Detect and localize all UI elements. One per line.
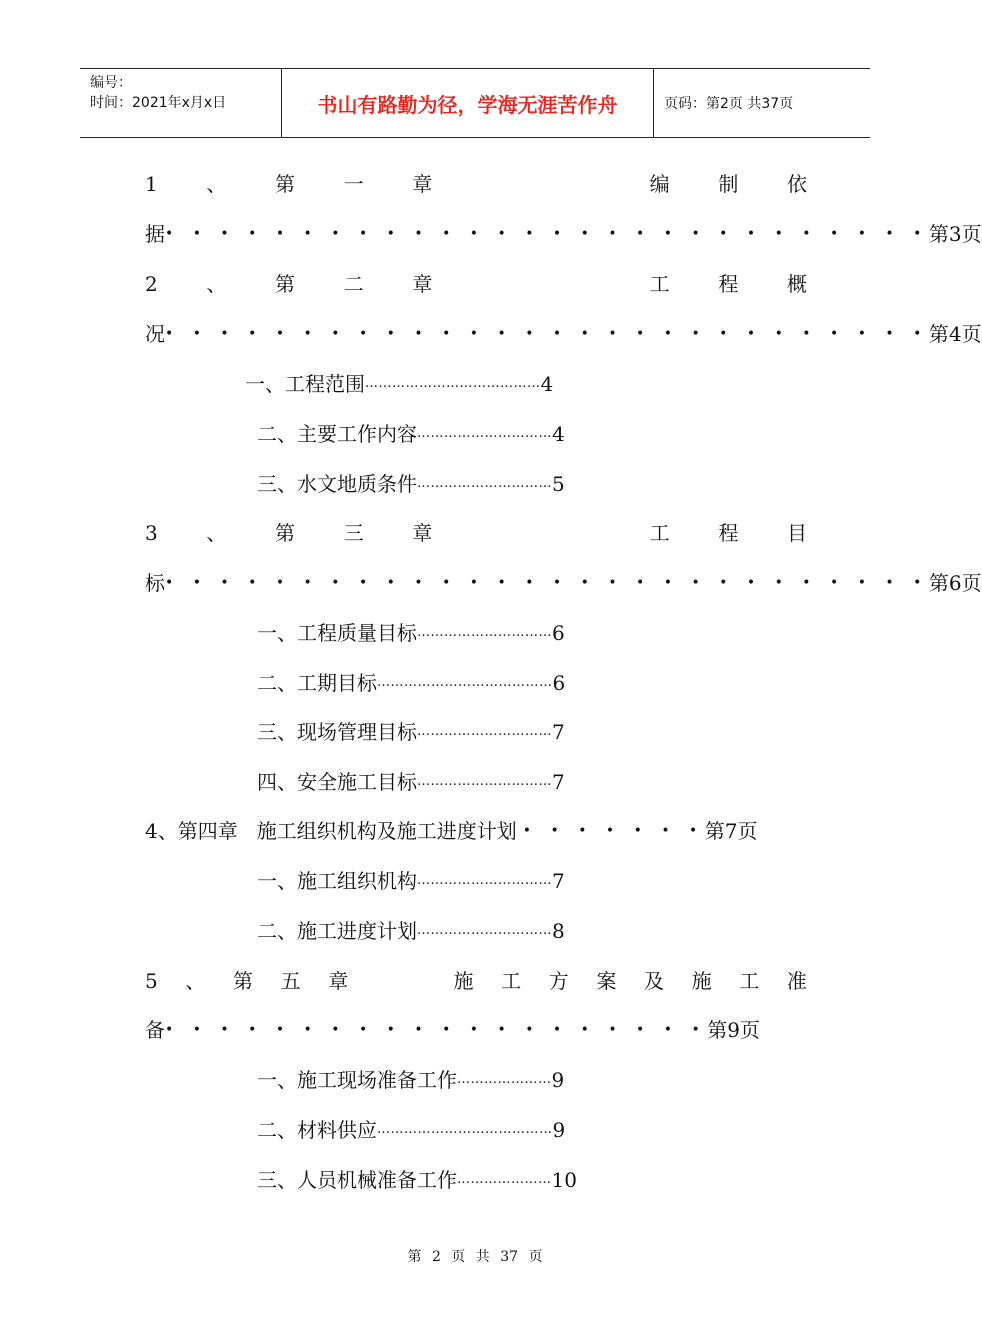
toc-leader: • • • • • • • • • • • • • • • • • • • • • • • • • • • • [165,326,929,342]
toc-item[interactable] [257,717,565,747]
toc-text: 第 [275,172,296,196]
toc-page: 第9页 [707,1018,760,1042]
toc-text: 工 [739,969,760,993]
toc-leader: ………………………… [417,476,552,491]
toc-text: 、 [185,969,206,993]
toc-page: 第7页 [704,819,758,843]
toc-text: 章 [412,172,433,196]
toc-text: 二、主要工作内容 [257,422,417,446]
header-motto: 书山有路勤为径，学海无涯苦作舟 [317,92,618,117]
toc-text: 第 [275,521,296,545]
toc-text: 第 [232,969,253,993]
toc-chapter-5[interactable] [145,966,807,996]
toc-item[interactable] [257,1065,564,1095]
toc-text: 4、第四章 施工组织机构及施工进度计划 [145,819,517,843]
toc-text: 二、材料供应 [257,1118,377,1142]
toc-item[interactable] [257,419,565,449]
toc-page: 9 [552,1118,566,1142]
page-footer: 第 2 页 共 37 页 [407,1249,543,1265]
toc-chapter-1[interactable] [145,169,807,199]
toc-chapter-1-cont[interactable] [145,219,982,249]
time-label: 时间：2021年x月x日 [90,95,227,111]
toc-text: 、 [206,272,227,296]
toc-text: 三、现场管理目标 [257,720,417,744]
toc-text: 编 [649,172,670,196]
toc-page: 9 [551,1068,565,1092]
toc-text: 一 [343,172,364,196]
toc-page: 8 [552,919,565,943]
toc-text: 目 [786,521,807,545]
toc-text: 概 [786,272,807,296]
toc-text: 、 [206,172,227,196]
toc-item[interactable] [257,469,565,499]
toc-leader: • • • • • • • • • • • • • • • • • • • • • • • • • • • • [165,226,929,242]
toc-text: 二 [343,272,364,296]
toc-text: 制 [718,172,739,196]
toc-page: 6 [552,621,565,645]
toc-text: 二、施工进度计划 [257,919,417,943]
header-page-info: 页码：第2页 共37页 [664,96,794,112]
toc-text: 1 [145,172,158,196]
toc-gap [376,966,426,996]
toc-chapter-4[interactable] [145,816,758,846]
toc-item[interactable] [257,618,565,648]
toc-page: 4 [552,422,565,446]
toc-leader: • • • • • • • • • • • • • • • • • • • • • • • • • • • • [165,575,929,591]
toc-text: 一、施工组织机构 [257,869,417,893]
toc-text: 标 [145,571,165,595]
toc-text: 章 [328,969,349,993]
toc-text: 章 [412,521,433,545]
toc-gap [481,269,601,299]
toc-text: 一、工程范围 [245,372,365,396]
toc-text: 、 [206,521,227,545]
toc-page: 7 [552,869,565,893]
toc-text: 章 [412,272,433,296]
toc-text: 三、人员机械准备工作 [257,1168,457,1192]
toc-page: 6 [552,671,566,695]
toc-page: 4 [540,372,554,396]
toc-leader: ………………………………… [377,1122,553,1137]
toc-text: 二、工期目标 [257,671,377,695]
toc-leader: • • • • • • • • • • • • • • • • • • • • [165,1022,708,1038]
toc-text: 工 [649,521,670,545]
toc-text: 一、施工现场准备工作 [257,1068,457,1092]
toc-page: 第6页 [928,571,982,595]
toc-gap [481,169,601,199]
toc-text: 2 [145,272,158,296]
toc-text: 备 [145,1018,165,1042]
toc-text: 及 [643,969,664,993]
toc-text: 程 [718,272,739,296]
toc-text: 施 [691,969,712,993]
toc-item[interactable] [257,767,565,797]
toc-chapter-2[interactable] [145,269,807,299]
toc-leader: ………………………… [417,873,552,888]
toc-text: 方 [548,969,569,993]
toc-text: 5 [145,969,158,993]
toc-page: 10 [551,1168,577,1192]
toc-text: 准 [786,969,807,993]
toc-chapter-5-cont[interactable] [145,1015,760,1045]
header-meta [80,69,282,137]
toc-text: 第 [275,272,296,296]
toc-leader: ………………………… [417,724,552,739]
toc-text: 三 [343,521,364,545]
toc-gap [481,518,601,548]
header-motto-cell [282,69,654,137]
toc-item[interactable] [257,866,565,896]
toc-leader: ………………………………… [365,376,541,391]
toc-text: 施 [453,969,474,993]
page-header [80,68,870,138]
toc-text: 三、水文地质条件 [257,472,417,496]
toc-text: 案 [596,969,617,993]
toc-page: 7 [552,720,565,744]
toc-text: 工 [649,272,670,296]
toc-leader: ………………… [457,1072,552,1087]
toc-text: 据 [145,222,165,246]
toc-text: 工 [501,969,522,993]
toc-leader: ………………………… [417,774,552,789]
toc-text: 四、安全施工目标 [257,770,417,794]
toc-leader: ………………………… [417,426,552,441]
toc-leader: • • • • • • • [522,823,705,839]
toc-page: 5 [552,472,565,496]
toc-item[interactable] [257,1165,577,1195]
toc-leader: ………………………………… [377,675,553,690]
toc-leader: ………………………… [417,923,552,938]
toc-text: 况 [145,322,165,346]
toc-item[interactable] [257,916,565,946]
toc-text: 3 [145,521,158,545]
toc-item[interactable] [245,369,553,399]
toc-text: 依 [786,172,807,196]
toc-chapter-2-cont[interactable] [145,319,982,349]
toc-text: 五 [280,969,301,993]
toc-chapter-3-cont[interactable] [145,568,982,598]
number-label: 编号： [90,75,132,91]
toc-item[interactable] [257,668,565,698]
toc-page: 7 [552,770,565,794]
toc-leader: ………………… [457,1172,552,1187]
toc-text: 一、工程质量目标 [257,621,417,645]
toc-page: 第3页 [928,222,982,246]
toc-item[interactable] [257,1115,565,1145]
toc-page: 第4页 [928,322,982,346]
toc-leader: ………………………… [417,625,552,640]
toc-chapter-3[interactable] [145,518,807,548]
toc-text: 程 [718,521,739,545]
